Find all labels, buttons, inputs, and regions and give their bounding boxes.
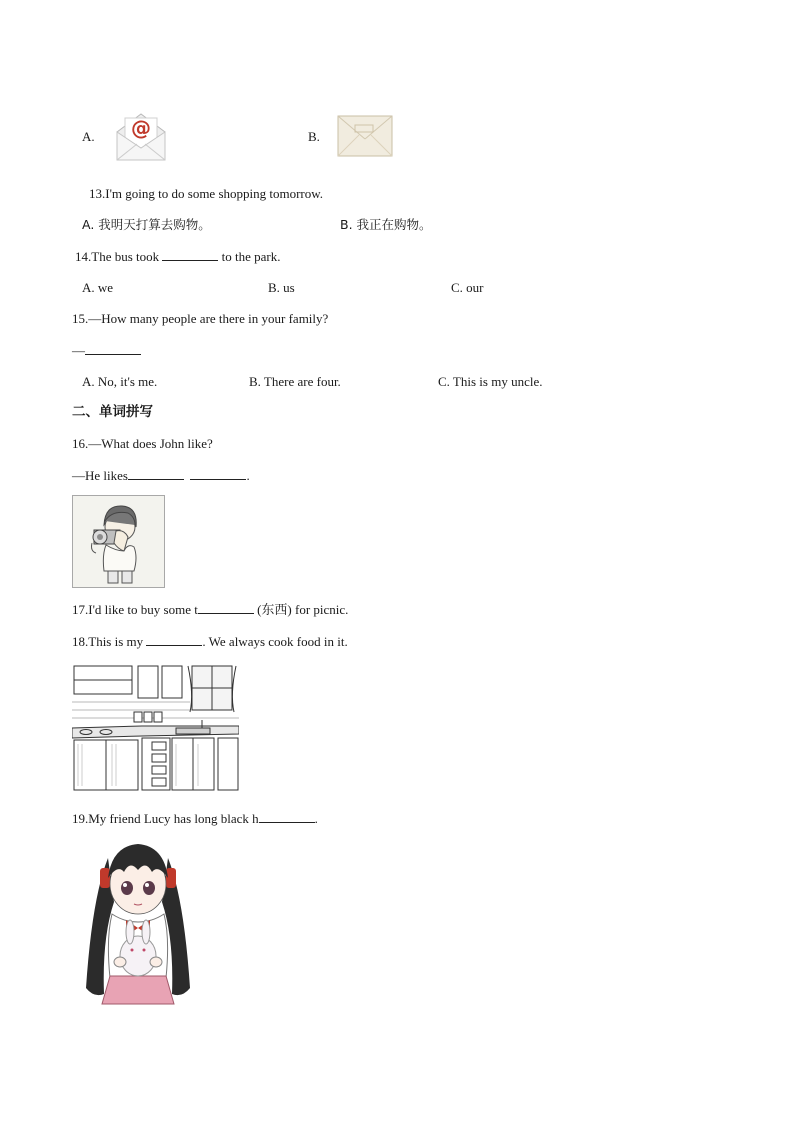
q16-answer-end: .: [246, 468, 250, 483]
q17-prefix: 17.I'd like to buy some t: [72, 602, 198, 617]
q13-option-a: A. 我明天打算去购物。: [82, 217, 211, 232]
q16-answer-blank-2[interactable]: [190, 467, 246, 480]
q14-option-a: A. we: [82, 280, 114, 295]
q16-answer-prefix: —He likes: [72, 468, 128, 483]
q15-option-b: B. There are four.: [249, 374, 341, 389]
q17-suffix: (东西) for picnic.: [257, 602, 349, 617]
q19-suffix: .: [314, 811, 318, 826]
q18-answer-blank[interactable]: [146, 633, 202, 646]
at-symbol: @: [131, 116, 151, 140]
q14-prefix: 14.The bus took: [75, 249, 160, 264]
q19-answer-blank[interactable]: [259, 810, 315, 823]
girl-long-black-hair-picture: [72, 838, 204, 1010]
q14-option-b: B. us: [268, 280, 295, 295]
q12-option-b-label: B.: [308, 129, 320, 144]
q15-answer-line: [72, 342, 141, 359]
q15-question: 15.—How many people are there in your family?: [72, 311, 329, 326]
kitchen-picture: [72, 664, 239, 792]
q16-answer-blank-1[interactable]: [128, 467, 184, 480]
q14-suffix: to the park.: [221, 249, 281, 264]
q16-answer-line: [72, 467, 250, 484]
section-title: 二、单词拼写: [72, 404, 153, 420]
boy-photographing-picture: [72, 495, 165, 588]
q15-option-a: A. No, it's me.: [82, 374, 158, 389]
q15-answer-blank[interactable]: [85, 342, 141, 355]
q18-question: [72, 633, 348, 650]
q16-question: 16.—What does John like?: [72, 436, 213, 451]
q14-answer-blank[interactable]: [162, 248, 218, 261]
q14-option-c: C. our: [451, 280, 484, 295]
q13-question: 13.I'm going to do some shopping tomorrow.: [89, 186, 324, 201]
q19-question: [72, 810, 318, 827]
q19-prefix: 19.My friend Lucy has long black h: [72, 811, 259, 826]
q18-prefix: 18.This is my: [72, 634, 144, 649]
paper-letter-icon: [337, 115, 393, 157]
q13-option-b: B. 我正在购物。: [340, 217, 432, 232]
q12-option-a-label: A.: [82, 129, 95, 144]
q14-question: [75, 248, 280, 265]
q18-suffix: . We always cook food in it.: [202, 634, 348, 649]
envelope-email-icon: [115, 108, 167, 162]
q17-question: [72, 601, 348, 618]
q17-answer-blank[interactable]: [198, 601, 254, 614]
q15-dash: —: [72, 343, 85, 358]
q15-option-c: C. This is my uncle.: [438, 374, 543, 389]
